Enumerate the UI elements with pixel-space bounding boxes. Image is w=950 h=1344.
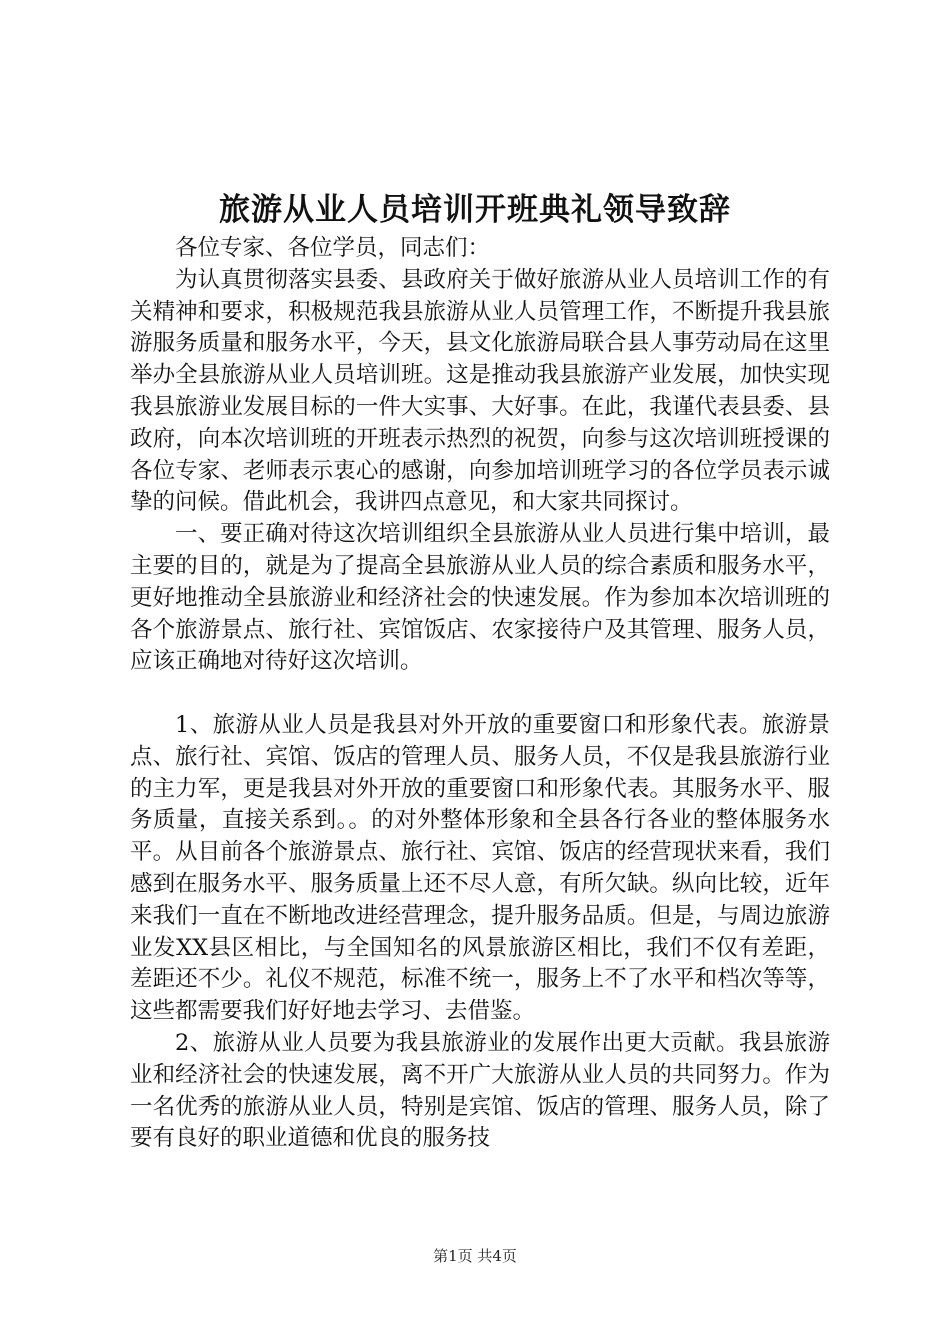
document-title: 旅游从业人员培训开班典礼领导致辞 bbox=[219, 192, 731, 228]
salutation: 各位专家、各位学员，同志们： bbox=[175, 235, 491, 261]
paragraph-point-one: 1、旅游从业人员是我县对外开放的重要窗口和形象代表。旅游景点、旅行社、宾馆、饭店的管理人员、服务人员，不仅是我县旅游行业的主力军，更是我县对外开放的重要窗口和形象代表。其服务水平、服务质量，直接关系到。。的对外整体形象和全县各行各业的整体服务水平。从目前各个旅游景点、旅行社、宾馆、饭店的经营现状来看，我们感到在服务水平、服务质量上还不尽人意，有所欠缺。纵向比较，近年来我们一直在不断地改进经营理念，提升服务品质。但是，与周边旅游业发XX县区相比，与全国知名的风景旅游区相比，我们不仅有差距，差距还不少。礼仪不规范，标准不统一，服务上不了水平和档次等等，这些都需要我们好好地去学习、去借鉴。 bbox=[130, 711, 830, 1025]
paragraph-spacer bbox=[130, 678, 830, 710]
page-number-footer: 第1页 共4页 bbox=[433, 1247, 517, 1265]
document-body bbox=[130, 233, 830, 1155]
paragraph-intro: 为认真贯彻落实县委、县政府关于做好旅游从业人员培训工作的有关精神和要求，积极规范我县旅游从业人员管理工作，不断提升我县旅游服务质量和服务水平，今天，县文化旅游局联合县人事劳动局在这里举办全县旅游从业人员培训班。这是推动我县旅游产业发展，加快实现我县旅游业发展目标的一件大实事、大好事。在此，我谨代表县委、县政府，向本次培训班的开班表示热烈的祝贺，向参与这次培训班授课的各位专家、老师表示衷心的感谢，向参加培训班学习的各位学员表示诚挚的问候。借此机会，我讲四点意见，和大家共同探讨。 bbox=[130, 266, 830, 516]
paragraph-section-one: 一、要正确对待这次培训组织全县旅游从业人员进行集中培训，最主要的目的，就是为了提高全县旅游从业人员的综合素质和服务水平，更好地推动全县旅游业和经济社会的快速发展。作为参加本次培训班的各个旅游景点、旅行社、宾馆饭店、农家接待户及其管理、服务人员，应该正确地对待好这次培训。 bbox=[130, 521, 830, 675]
paragraph-point-two: 2、旅游从业人员要为我县旅游业的发展作出更大贡献。我县旅游业和经济社会的快速发展，离不开广大旅游从业人员的共同努力。作为一名优秀的旅游从业人员，特别是宾馆、饭店的管理、服务人员，除了要有良好的职业道德和优良的服务技 bbox=[130, 1029, 830, 1152]
